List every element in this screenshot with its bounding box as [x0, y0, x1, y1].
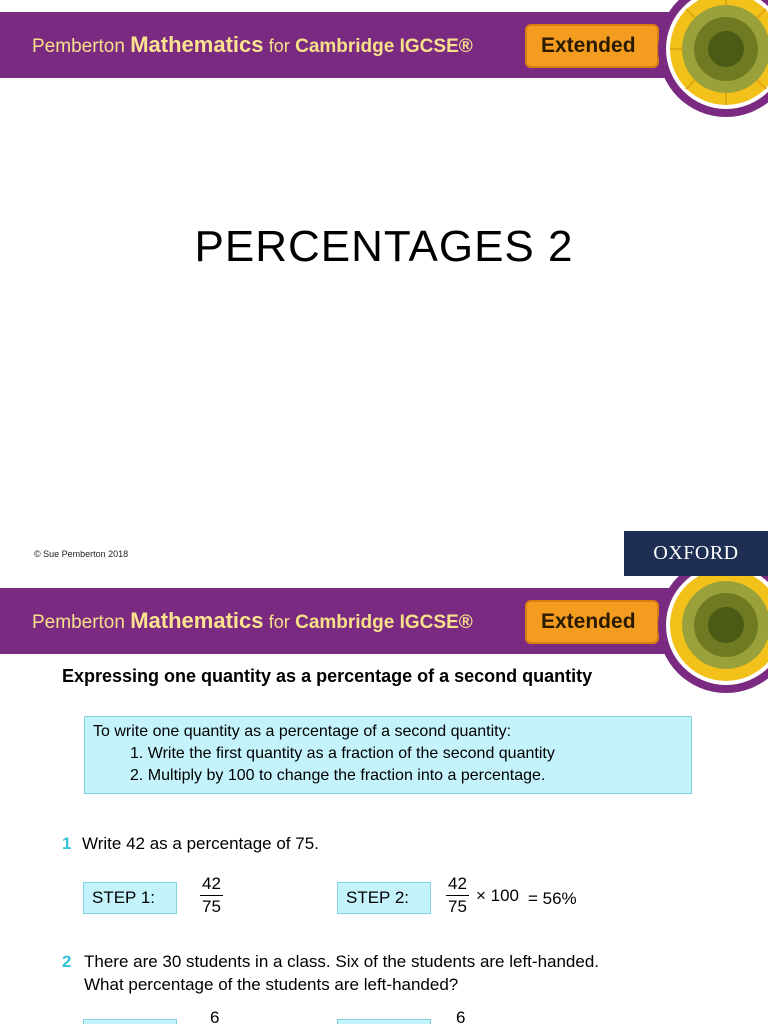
question-number: 1 [62, 834, 72, 853]
brand-title [32, 608, 473, 634]
fraction-numerator: 42 [448, 874, 467, 893]
brand-for: for [268, 612, 290, 632]
fraction-numerator: 42 [202, 874, 221, 893]
question-text [84, 950, 599, 996]
content-slide [0, 576, 768, 1024]
result-expression: = 56% [528, 889, 577, 908]
question-line: What percentage of the students are left-handed? [84, 975, 459, 994]
sunflower-icon [656, 576, 768, 702]
step-label: STEP 2: [337, 882, 431, 914]
question-text: Write 42 as a percentage of 75. [82, 834, 319, 853]
fraction [446, 874, 469, 917]
fraction [208, 1008, 221, 1024]
fraction-numerator: 6 [210, 1008, 220, 1024]
fraction-bar [446, 895, 469, 896]
fraction [200, 874, 223, 917]
fraction-numerator: 6 [456, 1008, 466, 1024]
question-line: There are 30 students in a class. Six of the students are left-handed. [84, 952, 600, 971]
step-label: STEP 1: [83, 882, 177, 914]
method-step: 1. Write the first quantity as a fraction of the second quantity [130, 745, 555, 762]
extended-badge: Extended [525, 24, 659, 68]
fraction-bar [200, 895, 223, 896]
publisher-logo: OXFORD [624, 531, 768, 576]
step-box [83, 1019, 177, 1024]
method-box [84, 716, 692, 794]
page-title: PERCENTAGES 2 [194, 222, 574, 271]
brand-title [32, 32, 473, 58]
fraction [454, 1008, 467, 1024]
fraction-denominator: 75 [202, 897, 221, 916]
brand-exam: Cambridge IGCSE® [295, 36, 473, 57]
sunflower-icon [656, 0, 768, 126]
section-heading: Expressing one quantity as a percentage of a second quantity [62, 666, 593, 686]
brand-author: Pemberton [32, 612, 125, 633]
copyright-text: © Sue Pemberton 2018 [34, 549, 129, 559]
fraction-denominator: 75 [448, 897, 467, 916]
step-box [337, 1019, 431, 1024]
brand-subject: Mathematics [130, 608, 264, 633]
brand-for: for [268, 36, 290, 56]
extended-badge: Extended [525, 600, 659, 644]
method-step: 2. Multiply by 100 to change the fraction into a percentage. [130, 767, 546, 784]
brand-author: Pemberton [32, 36, 125, 57]
method-intro: To write one quantity as a percentage of a second quantity: [93, 723, 512, 740]
brand-subject: Mathematics [130, 32, 264, 57]
question-number: 2 [62, 952, 72, 971]
brand-exam: Cambridge IGCSE® [295, 612, 473, 633]
multiply-expression: × 100 [476, 886, 520, 905]
